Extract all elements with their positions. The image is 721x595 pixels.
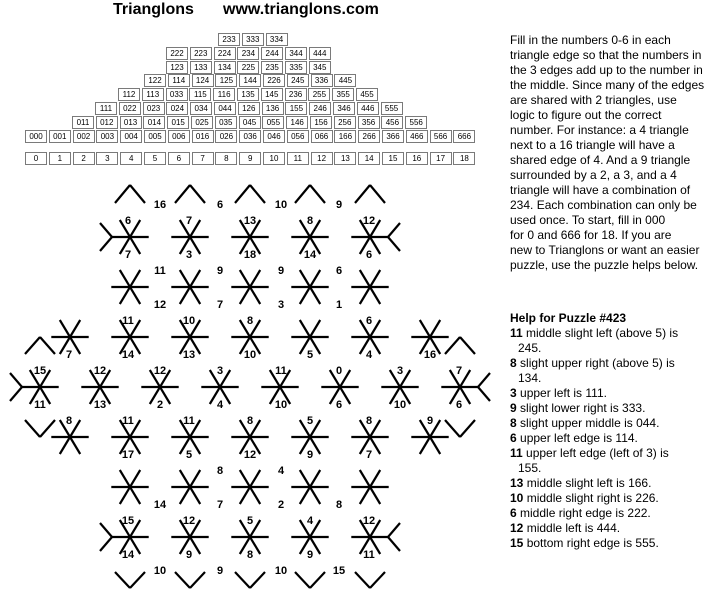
combo-cell: 346 — [333, 102, 355, 115]
edge-slot[interactable] — [445, 337, 460, 354]
triangle-number[interactable]: 5 — [246, 515, 254, 527]
combo-cell: 125 — [215, 74, 237, 87]
help-item — [510, 356, 720, 386]
combo-cell: 225 — [237, 61, 259, 74]
triangle-number[interactable]: 12 — [153, 365, 167, 377]
combo-cell: 026 — [215, 130, 237, 143]
triangle-number[interactable]: 5 — [185, 449, 193, 461]
combo-cell: 355 — [332, 88, 354, 101]
combo-cell: 126 — [238, 102, 260, 115]
combo-cell: 066 — [311, 130, 333, 143]
combo-cell: 245 — [287, 74, 309, 87]
edge-slot[interactable] — [370, 572, 385, 588]
instruction-line: 234. Each combination can only be — [510, 198, 697, 212]
help-continuation: 155. — [518, 461, 542, 475]
combo-cell: 445 — [334, 74, 356, 87]
edge-slot[interactable] — [388, 523, 400, 537]
help-number: 11 — [510, 326, 523, 340]
combo-cell: 013 — [120, 116, 142, 129]
combo-cell: 344 — [285, 47, 307, 60]
combo-cell: 266 — [358, 130, 380, 143]
triangle-number[interactable]: 11 — [122, 415, 134, 427]
triangle-number[interactable]: 4 — [365, 349, 373, 361]
combo-cell: 226 — [263, 74, 285, 87]
help-number: 15 — [510, 536, 524, 550]
help-continuation: 245. — [518, 341, 542, 355]
help-text: middle slight left (above 5) is — [522, 326, 679, 340]
instruction-line: triangle will have a combination of — [510, 183, 691, 197]
combo-cell: 444 — [309, 47, 331, 60]
help-text: upper left edge is 114. — [516, 431, 638, 445]
combo-cell: 666 — [453, 130, 475, 143]
help-text: upper left edge (left of 3) is — [522, 446, 669, 460]
combo-cell: 025 — [191, 116, 213, 129]
sum-cell: 4 — [120, 152, 142, 165]
combo-cell: 044 — [214, 102, 236, 115]
triangle-number[interactable]: 7 — [65, 349, 73, 361]
combo-cell: 011 — [72, 116, 94, 129]
help-item — [510, 401, 720, 416]
instruction-line: are shared with 2 triangles, use — [510, 93, 677, 107]
combo-cell: 334 — [266, 33, 288, 46]
triangle-number[interactable]: 7 — [216, 299, 224, 311]
sum-cell: 13 — [334, 152, 356, 165]
help-item — [510, 476, 720, 491]
triangle-number[interactable]: 12 — [93, 365, 107, 377]
triangle-number[interactable]: 14 — [153, 499, 167, 511]
sum-cell: 17 — [430, 152, 452, 165]
triangle-number[interactable]: 9 — [306, 449, 314, 461]
triangle-number[interactable]: 9 — [185, 549, 193, 561]
combo-cell: 035 — [215, 116, 237, 129]
puzzle-board[interactable] — [0, 170, 500, 595]
triangle-number[interactable]: 4 — [216, 399, 224, 411]
edge-slot[interactable] — [310, 185, 325, 203]
triangle-number[interactable]: 11 — [154, 265, 166, 277]
triangle-number[interactable]: 1 — [335, 299, 343, 311]
site-url[interactable]: www.trianglons.com — [223, 1, 379, 18]
triangle-number[interactable]: 16 — [423, 349, 437, 361]
edge-slot[interactable] — [460, 420, 475, 437]
edge-slot[interactable] — [175, 572, 190, 588]
edge-slot[interactable] — [175, 185, 190, 203]
triangle-number[interactable]: 7 — [365, 449, 373, 461]
triangle-number[interactable]: 10 — [274, 199, 288, 211]
triangle-number[interactable]: 2 — [277, 499, 285, 511]
triangle-number[interactable]: 18 — [243, 249, 257, 261]
triangle-number[interactable]: 14 — [303, 249, 317, 261]
edge-slot[interactable] — [190, 185, 205, 203]
triangle-number[interactable]: 6 — [365, 249, 373, 261]
help-text: slight upper right (above 5) is — [516, 356, 675, 370]
instructions-text — [510, 33, 720, 273]
sum-cell: 15 — [382, 152, 404, 165]
instruction-line: triangle edge so that the numbers in — [510, 48, 702, 62]
triangle-number[interactable]: 12 — [362, 215, 376, 227]
edge-slot[interactable] — [40, 337, 55, 354]
instruction-line: number. For instance: a 4 triangle — [510, 123, 689, 137]
triangle-number[interactable]: 9 — [216, 265, 224, 277]
combo-cell: 001 — [49, 130, 71, 143]
edge-slot[interactable] — [115, 185, 130, 203]
combo-cell: 036 — [239, 130, 261, 143]
combo-cell: 356 — [358, 116, 380, 129]
combo-cell: 555 — [381, 102, 403, 115]
triangle-number[interactable]: 7 — [455, 365, 463, 377]
combo-cell: 123 — [166, 61, 188, 74]
help-number: 8 — [510, 356, 517, 370]
triangle-number[interactable]: 9 — [426, 415, 434, 427]
triangle-number[interactable]: 6 — [365, 315, 373, 327]
combo-cell: 116 — [213, 88, 235, 101]
combo-cell: 113 — [142, 88, 164, 101]
help-continuation: 134. — [518, 371, 542, 385]
sum-cell: 1 — [49, 152, 71, 165]
combo-cell: 124 — [192, 74, 214, 87]
triangle-number[interactable]: 13 — [182, 349, 196, 361]
edge-slot[interactable] — [478, 373, 490, 387]
combo-cell: 015 — [167, 116, 189, 129]
combo-cell: 256 — [334, 116, 356, 129]
edge-slot[interactable] — [295, 185, 310, 203]
combo-cell: 012 — [96, 116, 118, 129]
edge-slot[interactable] — [355, 185, 370, 203]
triangle-number[interactable]: 8 — [306, 215, 314, 227]
combo-cell: 466 — [406, 130, 428, 143]
combo-cell: 234 — [237, 47, 259, 60]
combo-cell: 136 — [262, 102, 284, 115]
edge-slot[interactable] — [388, 537, 400, 551]
help-item — [510, 326, 720, 356]
triangle-number[interactable]: 11 — [363, 549, 375, 561]
help-text: middle slight left is 166. — [523, 476, 652, 490]
help-number: 13 — [510, 476, 524, 490]
combo-cell: 144 — [239, 74, 261, 87]
sum-cell: 6 — [168, 152, 190, 165]
sum-cell: 11 — [287, 152, 309, 165]
help-number: 6 — [510, 431, 517, 445]
help-number: 8 — [510, 416, 517, 430]
combo-cell: 236 — [285, 88, 307, 101]
combo-cell: 023 — [143, 102, 165, 115]
help-item — [510, 536, 720, 551]
combo-cell: 336 — [311, 74, 333, 87]
combo-cell: 004 — [120, 130, 142, 143]
triangle-number[interactable]: 9 — [335, 199, 343, 211]
triangle-number[interactable]: 8 — [246, 315, 254, 327]
combo-cell: 455 — [356, 88, 378, 101]
edge-slot[interactable] — [370, 185, 385, 203]
sum-cell: 16 — [406, 152, 428, 165]
edge-slot[interactable] — [190, 572, 205, 588]
combo-cell: 233 — [218, 33, 240, 46]
triangle-number[interactable]: 10 — [274, 399, 288, 411]
edge-slot[interactable] — [10, 373, 22, 387]
sum-cell: 2 — [73, 152, 95, 165]
help-item — [510, 521, 720, 536]
help-text: bottom right edge is 555. — [523, 536, 659, 550]
edge-slot[interactable] — [100, 223, 112, 237]
help-item — [510, 446, 720, 476]
sum-cell: 5 — [144, 152, 166, 165]
edge-slot[interactable] — [25, 337, 40, 354]
instruction-line: surrounded by a 2, a 3, and a 4 — [510, 168, 677, 182]
triangle-number[interactable]: 10 — [393, 399, 407, 411]
combo-cell: 022 — [119, 102, 141, 115]
instruction-line: logic to figure out the correct — [510, 108, 662, 122]
help-text: upper left is 111. — [516, 386, 607, 400]
combo-cell: 145 — [261, 88, 283, 101]
triangle-number[interactable]: 9 — [306, 549, 314, 561]
instruction-line: for 0 and 666 for 18. If you are — [510, 228, 672, 242]
combo-cell: 224 — [214, 47, 236, 60]
combo-cell: 155 — [285, 102, 307, 115]
triangle-number[interactable]: 2 — [156, 399, 164, 411]
combo-cell: 045 — [239, 116, 261, 129]
combo-cell: 166 — [334, 130, 356, 143]
triangle-number[interactable]: 12 — [362, 515, 376, 527]
combo-cell: 345 — [309, 61, 331, 74]
instruction-line: Fill in the numbers 0-6 in each — [510, 33, 671, 47]
edge-slot[interactable] — [355, 572, 370, 588]
combo-cell: 135 — [237, 88, 259, 101]
instruction-line: new to Trianglons or want an easier — [510, 243, 700, 257]
triangle-number[interactable]: 5 — [306, 415, 314, 427]
triangle-number[interactable]: 8 — [365, 415, 373, 427]
instruction-line: used once. To start, fill in 000 — [510, 213, 666, 227]
help-title: Help for Puzzle #423 — [510, 311, 627, 325]
triangle-number[interactable]: 11 — [275, 365, 287, 377]
triangle-number[interactable]: 11 — [122, 315, 134, 327]
help-text: middle slight right is 226. — [523, 491, 659, 505]
help-number: 12 — [510, 521, 524, 535]
combo-cell: 255 — [308, 88, 330, 101]
combo-cell: 055 — [262, 116, 284, 129]
combo-cell: 115 — [189, 88, 211, 101]
combo-cell: 056 — [287, 130, 309, 143]
help-list — [510, 326, 720, 551]
combo-cell: 235 — [261, 61, 283, 74]
triangle-number[interactable]: 3 — [216, 365, 224, 377]
triangle-number[interactable]: 6 — [335, 265, 343, 277]
triangle-number[interactable]: 9 — [277, 265, 285, 277]
sum-cell: 10 — [263, 152, 285, 165]
edge-slot[interactable] — [100, 523, 112, 537]
combo-cell: 033 — [166, 88, 188, 101]
sum-cell: 9 — [239, 152, 261, 165]
help-item — [510, 386, 720, 401]
combo-cell: 146 — [286, 116, 308, 129]
sum-cell: 12 — [311, 152, 333, 165]
edge-slot[interactable] — [130, 572, 145, 588]
triangle-number[interactable]: 14 — [121, 349, 135, 361]
triangle-number[interactable]: 0 — [335, 365, 343, 377]
triangle-number[interactable]: 12 — [243, 449, 257, 461]
edge-slot[interactable] — [235, 572, 250, 588]
combo-cell: 006 — [168, 130, 190, 143]
triangle-number[interactable]: 17 — [121, 449, 135, 461]
combo-cell: 114 — [168, 74, 190, 87]
triangle-number[interactable]: 10 — [153, 565, 167, 577]
triangle-number[interactable]: 11 — [34, 399, 46, 411]
edge-slot[interactable] — [100, 537, 112, 551]
combo-cell: 566 — [430, 130, 452, 143]
triangle-number[interactable]: 4 — [277, 465, 285, 477]
combo-cell: 333 — [242, 33, 264, 46]
edge-slot[interactable] — [25, 420, 40, 437]
triangle-number[interactable]: 12 — [182, 515, 196, 527]
combo-cell: 556 — [405, 116, 427, 129]
help-number: 10 — [510, 491, 524, 505]
triangle-number[interactable]: 3 — [396, 365, 404, 377]
help-text: slight lower right is 333. — [516, 401, 646, 415]
edge-slot[interactable] — [250, 572, 265, 588]
combo-cell: 446 — [357, 102, 379, 115]
edge-slot[interactable] — [478, 387, 490, 401]
triangle-number[interactable]: 10 — [274, 565, 288, 577]
combo-cell: 335 — [285, 61, 307, 74]
combo-cell: 003 — [96, 130, 118, 143]
combo-cell: 024 — [166, 102, 188, 115]
triangle-number[interactable]: 15 — [332, 565, 346, 577]
triangle-number[interactable]: 13 — [93, 399, 107, 411]
triangle-number[interactable]: 12 — [153, 299, 167, 311]
combo-cell: 133 — [190, 61, 212, 74]
triangle-number[interactable]: 8 — [335, 499, 343, 511]
edge-slot[interactable] — [250, 185, 265, 203]
triangle-number[interactable]: 6 — [124, 215, 132, 227]
edge-slot[interactable] — [115, 572, 130, 588]
combo-cell: 222 — [166, 47, 188, 60]
combo-cell: 111 — [95, 102, 117, 115]
help-number: 6 — [510, 506, 517, 520]
help-item — [510, 416, 720, 431]
edge-slot[interactable] — [445, 420, 460, 437]
triangle-number[interactable]: 15 — [121, 515, 135, 527]
triangle-number[interactable]: 15 — [33, 365, 47, 377]
triangle-number[interactable]: 8 — [246, 549, 254, 561]
triangle-number[interactable]: 5 — [306, 349, 314, 361]
help-text: slight upper middle is 044. — [516, 416, 660, 430]
sum-cell: 18 — [453, 152, 475, 165]
triangle-number[interactable]: 6 — [335, 399, 343, 411]
triangle-number[interactable]: 8 — [216, 465, 224, 477]
sum-cell: 0 — [25, 152, 47, 165]
triangle-number[interactable]: 11 — [183, 415, 195, 427]
triangle-number[interactable]: 13 — [243, 215, 257, 227]
help-number: 11 — [510, 446, 523, 460]
triangle-number[interactable]: 10 — [243, 349, 257, 361]
edge-slot[interactable] — [388, 223, 400, 237]
instruction-line: shared edge of 4. And a 9 triangle — [510, 153, 691, 167]
edge-slot[interactable] — [40, 420, 55, 437]
instruction-line: the middle. Since many of the edges — [510, 78, 705, 92]
edge-slot[interactable] — [235, 185, 250, 203]
combo-cell: 366 — [382, 130, 404, 143]
sum-cell: 3 — [96, 152, 118, 165]
edge-slot[interactable] — [460, 337, 475, 354]
combo-cell: 000 — [25, 130, 47, 143]
combo-cell: 014 — [143, 116, 165, 129]
help-text: middle right edge is 222. — [516, 506, 651, 520]
triangle-number[interactable]: 8 — [65, 415, 73, 427]
combo-cell: 156 — [310, 116, 332, 129]
combo-cell: 112 — [118, 88, 140, 101]
triangle-number[interactable]: 7 — [185, 215, 193, 227]
sum-cell: 14 — [358, 152, 380, 165]
edge-slot[interactable] — [388, 237, 400, 251]
edge-slot[interactable] — [310, 572, 325, 588]
sum-cell: 7 — [192, 152, 214, 165]
help-number: 3 — [510, 386, 517, 400]
combo-cell: 246 — [309, 102, 331, 115]
combo-cell: 456 — [381, 116, 403, 129]
combo-cell: 034 — [190, 102, 212, 115]
triangle-number[interactable]: 7 — [124, 249, 132, 261]
triangle-number[interactable]: 3 — [277, 299, 285, 311]
help-number: 9 — [510, 401, 517, 415]
sum-cell: 8 — [215, 152, 237, 165]
triangle-number[interactable]: 6 — [455, 399, 463, 411]
triangle-number[interactable]: 10 — [182, 315, 196, 327]
combo-cell: 134 — [214, 61, 236, 74]
combo-cell: 122 — [144, 74, 166, 87]
combination-table — [0, 0, 500, 170]
combo-cell: 016 — [192, 130, 214, 143]
triangle-number[interactable]: 9 — [216, 565, 224, 577]
instruction-line: puzzle, use the puzzle helps below. — [510, 258, 699, 272]
combo-cell: 002 — [73, 130, 95, 143]
edge-slot[interactable] — [295, 572, 310, 588]
triangle-number[interactable]: 4 — [306, 515, 314, 527]
triangle-number[interactable]: 16 — [153, 199, 167, 211]
help-item — [510, 491, 720, 506]
triangle-number[interactable]: 6 — [216, 199, 224, 211]
app-title: Trianglons — [113, 1, 194, 18]
combo-cell: 005 — [144, 130, 166, 143]
triangle-number[interactable]: 7 — [216, 499, 224, 511]
help-item — [510, 506, 720, 521]
instruction-line: next to a 16 triangle will have a — [510, 138, 675, 152]
instruction-line: the 3 edges add up to the number in — [510, 63, 703, 77]
combo-cell: 223 — [190, 47, 212, 60]
combo-cell: 244 — [261, 47, 283, 60]
triangle-number[interactable]: 3 — [185, 249, 193, 261]
help-item — [510, 431, 720, 446]
help-text: middle left is 444. — [523, 521, 621, 535]
edge-slot[interactable] — [130, 185, 145, 203]
edge-slot[interactable] — [10, 387, 22, 401]
edge-slot[interactable] — [100, 237, 112, 251]
triangle-number[interactable]: 14 — [121, 549, 135, 561]
triangle-number[interactable]: 8 — [246, 415, 254, 427]
combo-cell: 046 — [263, 130, 285, 143]
